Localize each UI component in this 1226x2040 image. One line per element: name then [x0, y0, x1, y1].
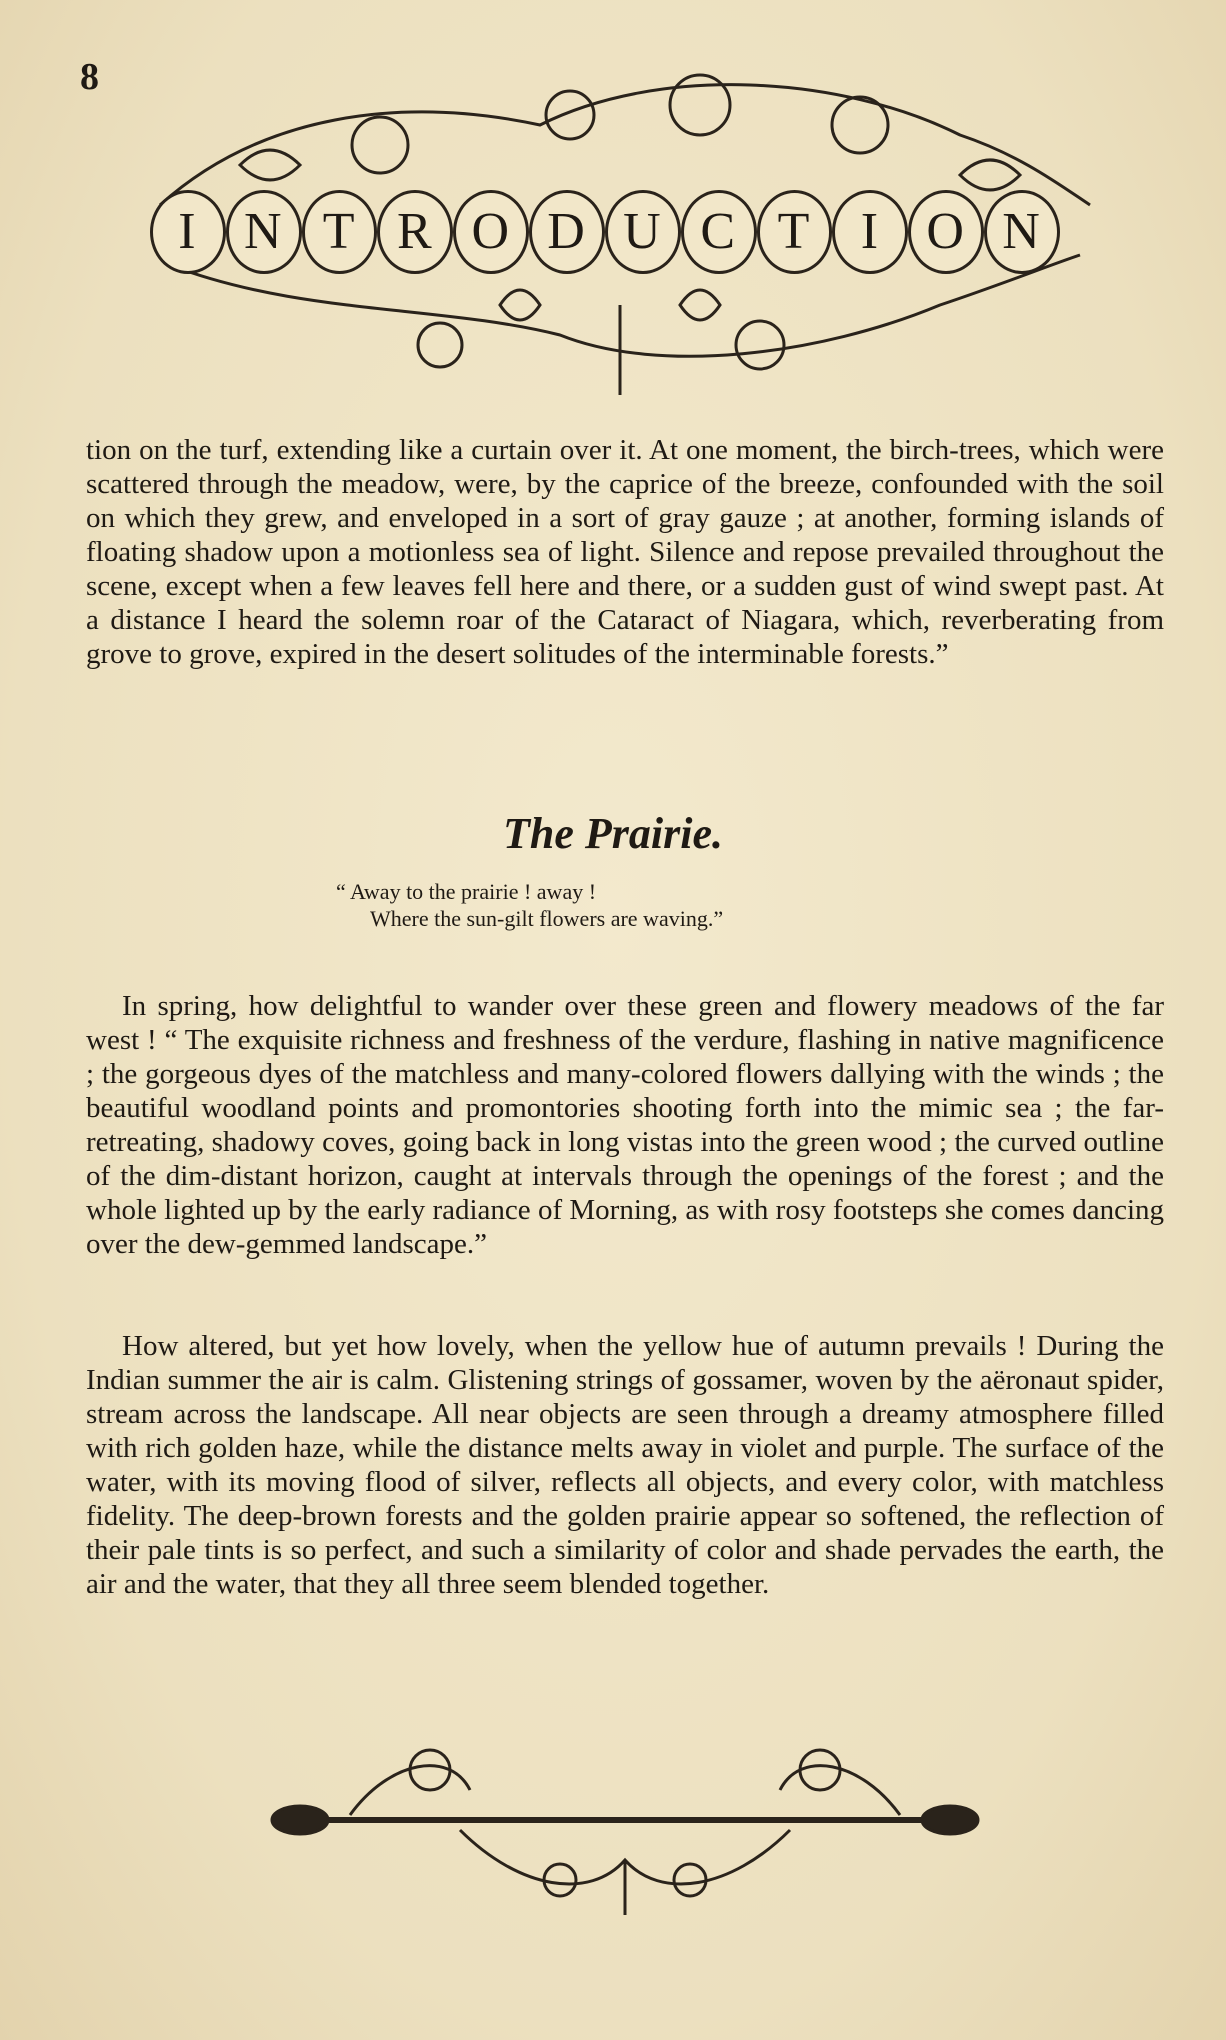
epigraph	[336, 878, 936, 932]
section-title: The Prairie.	[503, 809, 723, 858]
heading-letter: D	[529, 190, 605, 274]
heading-letter: N	[226, 190, 302, 274]
heading-letter: O	[453, 190, 529, 274]
heading-letter: C	[681, 190, 757, 274]
heading-letter: T	[757, 190, 833, 274]
heading-letter: U	[605, 190, 681, 274]
epigraph-line: Where the sun-gilt flowers are waving.”	[370, 906, 724, 931]
introduction-heading	[150, 190, 1060, 274]
paragraph-autumn: How altered, but yet how lovely, when the yellow hue of autumn prevails ! During the Indian summer the air is calm. Glistening strings of gossamer, woven by the aëronaut spider, stream across the landscape. All near objects are seen through a dreamy atmosphere filled with rich golden haze, while the distance melts away in violet and purple. The surface of the water, with its moving flood of silver, reflects all objects, and every color, with matchless fidelity. The deep-brown forests and the golden prairie appear so softened, the reflection of their pale tints is so perfect, and such a similarity of color and shade pervades the earth, the air and the water, that they all three seem blended together.	[86, 1330, 1164, 1600]
floral-tailpiece-ornament	[260, 1720, 990, 1920]
paragraph-continued: tion on the turf, extending like a curtain over it. At one moment, the birch-trees, which were scattered through the meadow, were, by the caprice of the breeze, confounded with the soil on which they grew, and enveloped in a sort of gray gauze ; at another, forming islands of floating shadow upon a motionless sea of light. Silence and repose prevailed throughout the scene, except when a few leaves fell here and there, or a sudden gust of wind swept past. At a distance I heard the solemn roar of the Cataract of Niagara, which, reverberating from grove to grove, expired in the desert solitudes of the interminable forests.”	[86, 434, 1164, 670]
heading-letter: I	[150, 190, 226, 274]
paragraph-spring: In spring, how delightful to wander over these green and flowery meadows of the far west ! “ The exquisite richness and freshness of the verdure, flashing in native magnificence ; the gorgeous dyes of the matchless and many-colored flowers dallying with the winds ; the beautiful woodland points and promontories shooting forth into the mimic sea ; the far-retreating, shadowy coves, going back in long vistas into the green wood ; the curved outline of the dim-distant horizon, caught at intervals through the openings of the forest ; and the whole lighted up by the early radiance of Morning, as with rosy footsteps she comes dancing over the dew-gemmed landscape.”	[86, 990, 1164, 1260]
epigraph-line: “ Away to the prairie ! away !	[336, 879, 597, 904]
heading-letter: T	[302, 190, 378, 274]
heading-letter: R	[377, 190, 453, 274]
page-number: 8	[80, 56, 99, 98]
heading-letter: I	[832, 190, 908, 274]
heading-letter: O	[908, 190, 984, 274]
heading-letter: N	[984, 190, 1060, 274]
